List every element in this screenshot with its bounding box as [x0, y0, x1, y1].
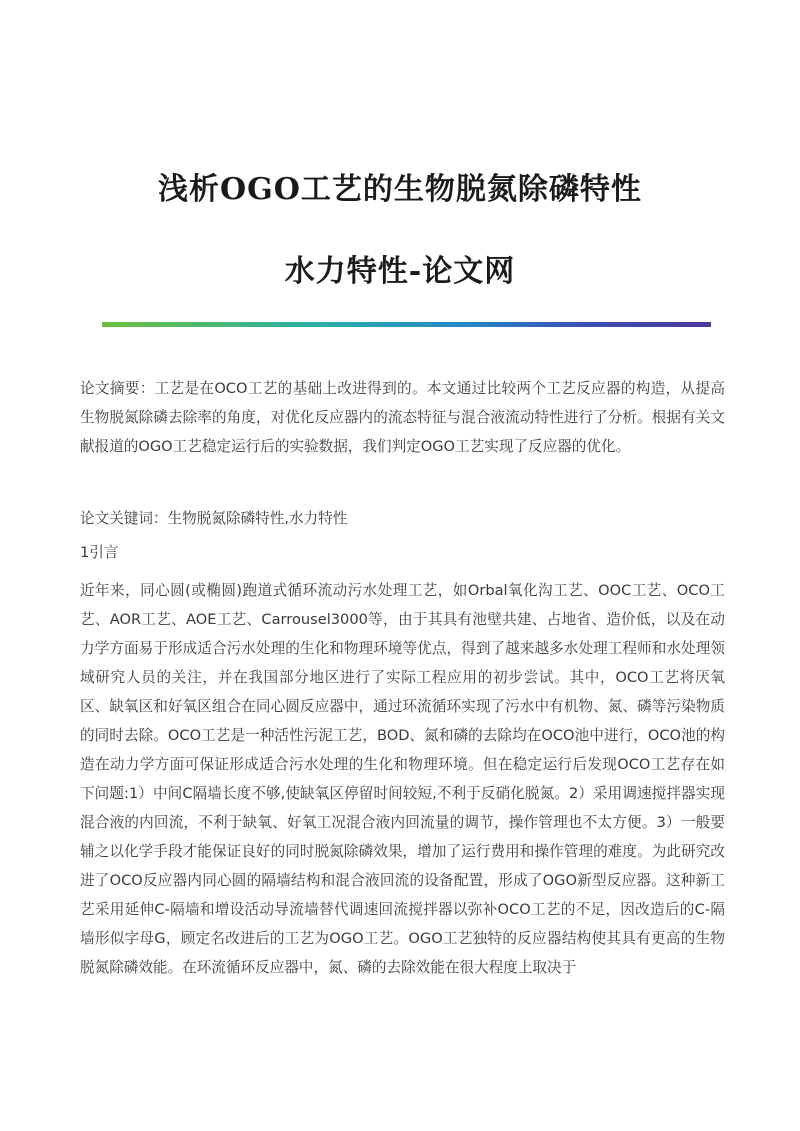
- page-title-line-2: 水力特性-论文网: [284, 254, 516, 289]
- abstract-paragraph: [80, 374, 725, 461]
- page-title-line-1: 浅析OGO工艺的生物脱氮除磷特性: [158, 172, 642, 207]
- keywords-label: 论文关键词：: [80, 510, 168, 527]
- keywords-text: 生物脱氮除磷特性,水力特性: [167, 510, 348, 527]
- abstract-text: 工艺是在OCO工艺的基础上改进得到的。本文通过比较两个工艺反应器的构造，从提高生物脱氮除磷去除率的角度，对优化反应器内的流态特征与混合液流动特性进行了分析。根据有关文献报道的OGO工艺稳定运行后的实验数据，我们判定OGO工艺实现了反应器的优化。: [80, 380, 725, 455]
- title-divider: [102, 322, 711, 327]
- abstract-label: 论文摘要：: [80, 380, 155, 397]
- section-paragraph: 近年来，同心圆(或椭圆)跑道式循环流动污水处理工艺，如Orbal氧化沟工艺、OOC工艺、OCO工艺、AOR工艺、AOE工艺、Carrousel3000等，由于其具有池壁共建、占地省、造价低，以及在动力学方面易于形成适合污水处理的生化和物理环境等优点，得到了越来越多水处理工程师和水处理领域研究人员的关注，并在我国部分地区进行了实际工程应用的初步尝试。其中，OCO工艺将厌氧区、缺氧区和好氧区组合在同心圆反应器中，通过环流循环实现了污水中有机物、氮、磷等污染物质的同时去除。OCO工艺是一种活性污泥工艺，BOD、氮和磷的去除均在OCO池中进行，OCO池的构造在动力学方面可保证形成适合污水处理的生化和物理环境。但在稳定运行后发现OCO工艺存在如下问题:1）中间C隔墙长度不够,使缺氧区停留时间较短,不利于反硝化脱氮。2）采用调速搅拌器实现混合液的内回流，不利于缺氧、好氧工况混合液内回流量的调节，操作管理也不太方便。3）一般要辅之以化学手段才能保证良好的同时脱氮除磷效果，增加了运行费用和操作管理的难度。为此研究改进了OCO反应器内同心圆的隔墙结构和混合液回流的设备配置，形成了OGO新型反应器。这种新工艺采用延伸C-隔墙和增设活动导流墙替代调速回流搅拌器以弥补OCO工艺的不足，因改造后的C-隔墙形似字母G，顾定名改进后的工艺为OGO工艺。OGO工艺独特的反应器结构使其具有更高的生物脱氮除磷效能。在环流循环反应器中，氮、磷的去除效能在很大程度上取决于: [80, 582, 725, 976]
- keywords-line: [80, 504, 725, 533]
- section-heading: 1引言: [80, 544, 119, 561]
